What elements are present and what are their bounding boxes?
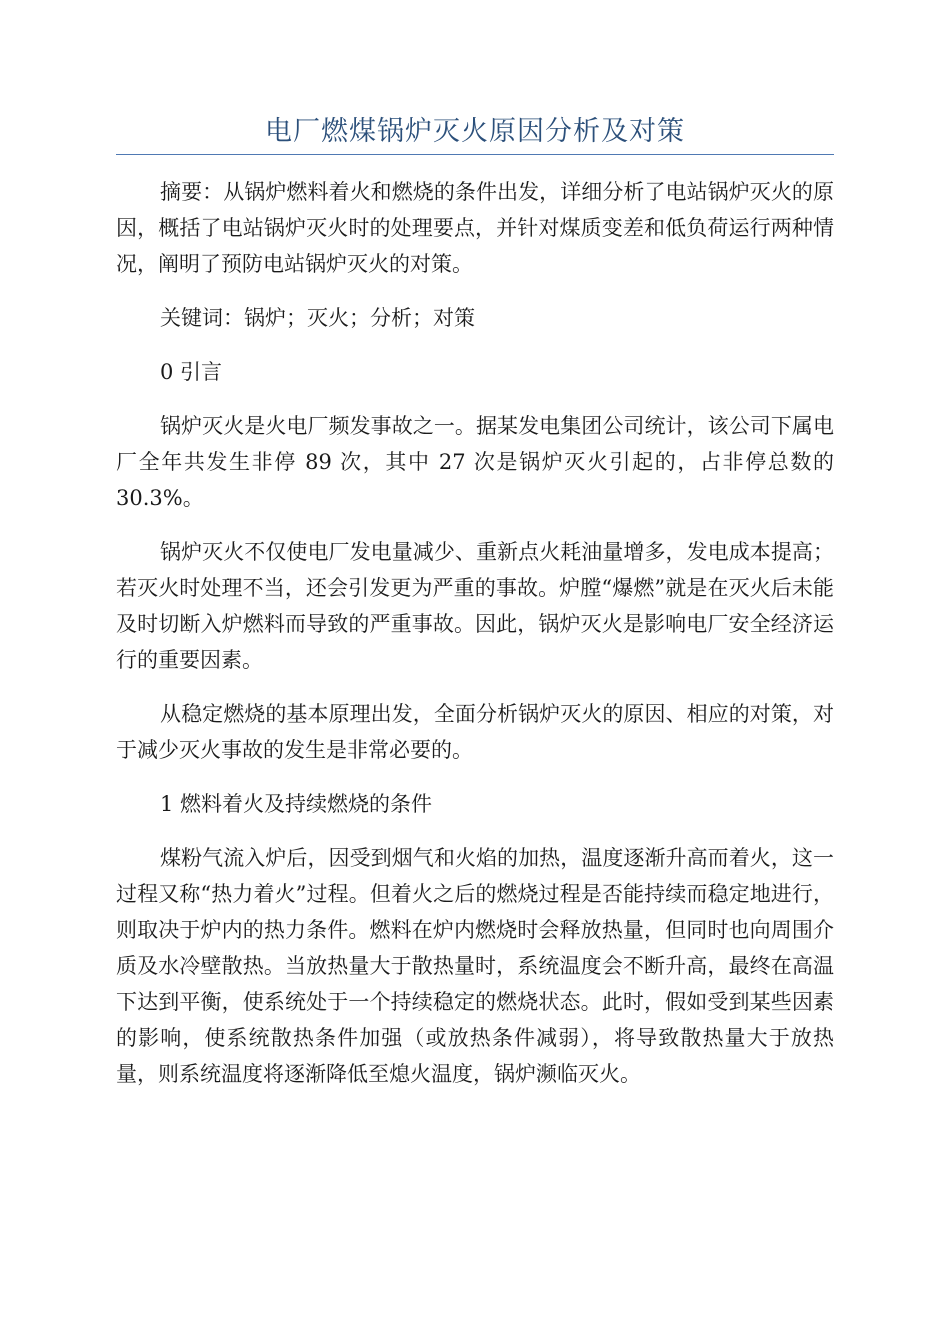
keywords-paragraph: 关键词：锅炉；灭火；分析；对策 [160, 306, 475, 330]
body-paragraph: 锅炉灭火不仅使电厂发电量减少、重新点火耗油量增多，发电成本提高；若灭火时处理不当，还会引发更为严重的事故。炉膛“爆燃”就是在灭火后未能及时切断入炉燃料而导致的严重事故。因此，锅炉灭火是影响电厂安全经济运行的重要因素。 [116, 540, 834, 672]
page-title: 电厂燃煤锅炉灭火原因分析及对策 [265, 116, 685, 147]
body-paragraph: 锅炉灭火是火电厂频发事故之一。据某发电集团公司统计，该公司下属电厂全年共发生非停 89 次，其中 27 次是锅炉灭火引起的，占非停总数的 30.3%。 [116, 414, 834, 510]
body-paragraph: 煤粉气流入炉后，因受到烟气和火焰的加热，温度逐渐升高而着火，这一过程又称“热力着火”过程。但着火之后的燃烧过程是否能持续而稳定地进行，则取决于炉内的热力条件。燃料在炉内燃烧时会释放热量，但同时也向周围介质及水冷壁散热。当放热量大于散热量时，系统温度会不断升高，最终在高温下达到平衡，使系统处于一个持续稳定的燃烧状态。此时，假如受到某些因素的影响，使系统散热条件加强（或放热条件减弱），将导致散热量大于放热量，则系统温度将逐渐降低至熄火温度，锅炉濒临灭火。 [116, 846, 834, 1086]
title-divider [116, 154, 834, 155]
document-body [116, 174, 834, 1110]
section-heading-ignition-conditions: 1 燃料着火及持续燃烧的条件 [160, 792, 433, 816]
abstract-paragraph: 摘要：从锅炉燃料着火和燃烧的条件出发，详细分析了电站锅炉灭火的原因，概括了电站锅炉灭火时的处理要点，并针对煤质变差和低负荷运行两种情况，阐明了预防电站锅炉灭火的对策。 [116, 180, 834, 276]
body-paragraph: 从稳定燃烧的基本原理出发，全面分析锅炉灭火的原因、相应的对策，对于减少灭火事故的发生是非常必要的。 [116, 702, 834, 762]
section-heading-introduction: 0 引言 [160, 360, 223, 384]
